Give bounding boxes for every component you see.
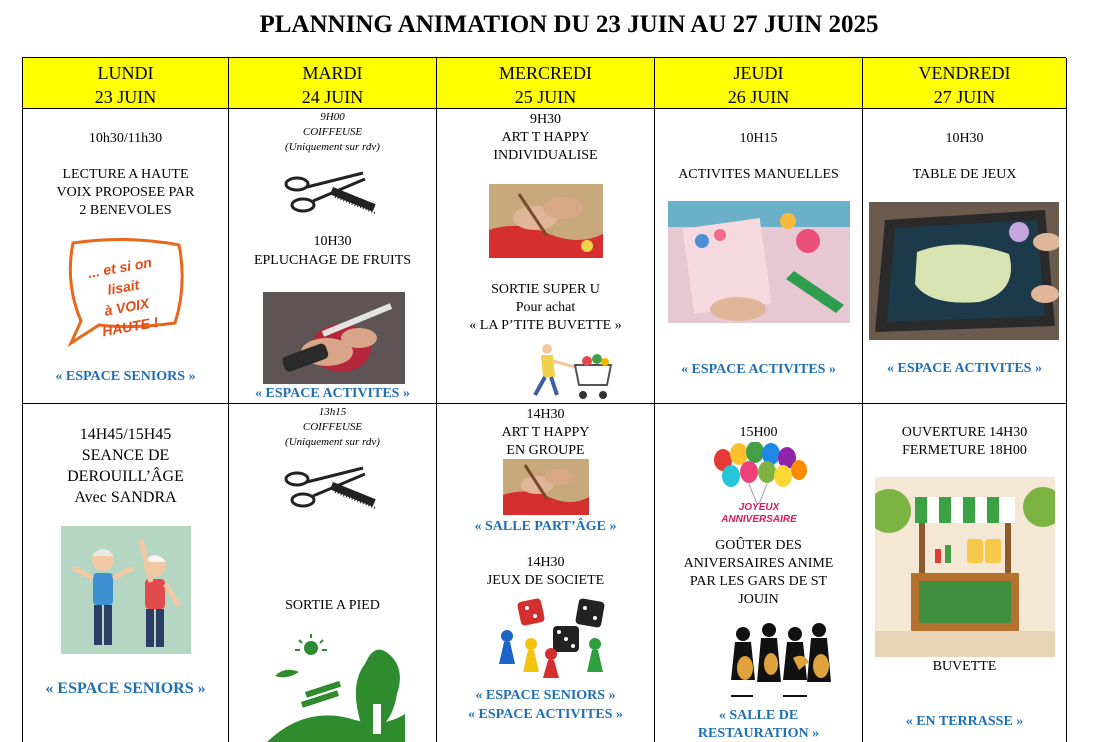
time-label: 14H45/15H45: [79, 426, 172, 443]
outing-line: « LA P’TITE BUVETTE »: [469, 318, 622, 333]
appointment-note: (Uniquement sur rdv): [285, 436, 380, 448]
game-table-photo: [869, 202, 1059, 340]
activity-line: ANIVERSAIRES ANIME: [683, 556, 834, 571]
activity-line: ART T HAPPY: [501, 130, 590, 145]
day-name: VENDREDI: [918, 63, 1011, 83]
activity-line: SEANCE DE: [81, 447, 170, 464]
day-name: LUNDI: [97, 63, 154, 83]
time-label: 9H00: [320, 111, 345, 123]
activity-line: EN GROUPE: [506, 443, 585, 458]
peeling-fruit-photo: [263, 292, 405, 384]
place-label: « ESPACE ACTIVITES »: [681, 362, 836, 377]
cell-mardi-morning: [229, 109, 436, 404]
day-name: MARDI: [302, 63, 363, 83]
time-label: 10H15: [739, 131, 778, 146]
activity-line: Avec SANDRA: [74, 489, 177, 506]
activity-label: TABLE DE JEUX: [912, 167, 1017, 182]
place-label: « ESPACE ACTIVITES »: [468, 707, 623, 722]
outing-line: SORTIE SUPER U: [491, 282, 600, 297]
painting-photo: [503, 459, 589, 515]
appointment-note: (Uniquement sur rdv): [285, 141, 380, 153]
board-game-icon: [493, 594, 613, 678]
activity-line: PAR LES GARS DE ST: [689, 574, 828, 589]
column-jeudi: [655, 58, 863, 742]
day-header-jeudi: [655, 58, 862, 109]
activity-line: 2 BENEVOLES: [79, 203, 172, 218]
place-label: « ESPACE ACTIVITES »: [255, 386, 410, 401]
day-header-lundi: [23, 58, 228, 109]
activity-line: GOÛTER DES: [715, 538, 802, 553]
logo-line: ... et si on lisait: [86, 253, 153, 298]
crafts-photo: [668, 201, 850, 323]
day-header-mardi: [229, 58, 436, 109]
scissors-comb-icon: [283, 167, 383, 219]
cell-vendredi-morning: [863, 109, 1066, 404]
activity-line: LECTURE A HAUTE: [62, 167, 189, 182]
day-name: MERCREDI: [498, 63, 592, 83]
outing-line: Pour achat: [515, 300, 576, 315]
day-date: 24 JUIN: [301, 87, 364, 107]
shopping-cart-icon: [521, 341, 617, 403]
page-title: PLANNING ANIMATION DU 23 JUIN AU 27 JUIN 2025: [259, 11, 879, 38]
activity-label: SORTIE A PIED: [285, 598, 380, 613]
cell-vendredi-afternoon: [863, 404, 1066, 742]
column-vendredi: [863, 58, 1067, 742]
hairdresser-label: COIFFEUSE: [302, 421, 363, 433]
day-date: 25 JUIN: [514, 87, 577, 107]
cell-lundi-morning: [23, 109, 228, 404]
logo-line: à VOIX HAUTE !: [100, 295, 160, 340]
painting-photo: [489, 184, 603, 258]
time-label: 9H30: [529, 112, 562, 127]
time-label: 14H30: [526, 555, 565, 570]
cell-mercredi-morning: [437, 109, 654, 404]
time-label: 10h30/11h30: [88, 131, 163, 146]
birthday-balloons-icon: [709, 442, 809, 528]
hours-line: FERMETURE 18H00: [902, 443, 1027, 458]
cell-jeudi-afternoon: [655, 404, 862, 742]
time-label: 13h15: [318, 406, 347, 418]
activity-line: ART T HAPPY: [501, 425, 590, 440]
time-label: 10H30: [945, 131, 984, 146]
column-mardi: [229, 58, 437, 742]
activity-line: JOUIN: [738, 592, 779, 607]
seniors-exercise-illustration: [61, 526, 191, 654]
schedule-table: [22, 57, 1066, 742]
place-label: « SALLE PART’ÂGE »: [474, 519, 617, 534]
balloons-text: JOYEUX: [738, 502, 780, 513]
activity-line: VOIX PROPOSEE PAR: [56, 185, 195, 200]
activity-label: ACTIVITES MANUELLES: [678, 167, 839, 182]
day-date: 26 JUIN: [727, 87, 790, 107]
time-label: 15H00: [739, 425, 778, 440]
time-label: 14H30: [526, 407, 565, 422]
column-lundi: [23, 58, 229, 742]
cell-mercredi-afternoon: [437, 404, 654, 742]
cell-lundi-afternoon: [23, 404, 228, 742]
activity-line: INDIVIDUALISE: [493, 148, 598, 163]
read-aloud-logo: [63, 237, 187, 347]
place-label: « ESPACE ACTIVITES »: [887, 361, 1042, 376]
drinks-stand-illustration: [875, 477, 1055, 657]
balloons-text: ANNIVERSAIRE: [721, 514, 797, 525]
scissors-comb-icon: [283, 462, 383, 514]
place-label: « EN TERRASSE »: [905, 714, 1024, 729]
park-walk-icon: [265, 634, 405, 742]
time-label: 10H30: [313, 234, 352, 249]
day-name: JEUDI: [733, 63, 784, 83]
cell-mardi-afternoon: [229, 404, 436, 742]
hours-line: OUVERTURE 14H30: [901, 425, 1028, 440]
day-header-vendredi: [863, 58, 1066, 109]
place-label: « ESPACE SENIORS »: [55, 369, 196, 384]
activity-line: DEROUILL’ÂGE: [67, 468, 184, 485]
place-label: « ESPACE SENIORS »: [475, 688, 616, 703]
place-label: « SALLE DE: [718, 708, 799, 723]
activity-label: EPLUCHAGE DE FRUITS: [253, 253, 412, 268]
day-date: 27 JUIN: [933, 87, 996, 107]
place-label: RESTAURATION »: [697, 726, 820, 741]
activity-label: BUVETTE: [932, 659, 997, 674]
day-date: 23 JUIN: [94, 87, 157, 107]
cell-jeudi-morning: [655, 109, 862, 404]
musicians-illustration: [723, 612, 837, 702]
day-header-mercredi: [437, 58, 654, 109]
place-label: « ESPACE SENIORS »: [45, 680, 206, 697]
column-mercredi: [437, 58, 655, 742]
hairdresser-label: COIFFEUSE: [302, 126, 363, 138]
activity-label: JEUX DE SOCIETE: [486, 573, 605, 588]
